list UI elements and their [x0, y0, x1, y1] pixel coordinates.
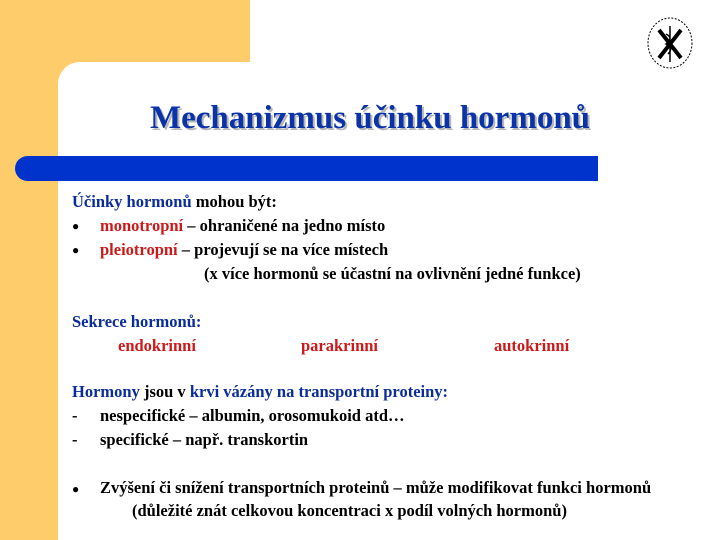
title-underline-bar	[15, 156, 598, 181]
secretion-type: endokrinní	[118, 336, 196, 355]
description: – ohraničené na jedno místo	[183, 216, 386, 235]
description: – projevují se na více místech	[177, 240, 389, 259]
transport-heading	[72, 382, 448, 402]
note: (x více hormonů se účastní na ovlivnění jedné funkce)	[204, 264, 581, 283]
dash-bullet: -	[72, 406, 78, 425]
heading-part: Hormony	[72, 382, 140, 401]
bullet-icon: ●	[72, 219, 80, 233]
note: (důležité znát celkovou koncentraci x podíl volných hormonů)	[132, 501, 567, 520]
university-logo-icon	[645, 16, 695, 70]
list-item: nespecifické – albumin, orosomukoid atd…	[100, 406, 405, 425]
heading-part: krvi vázány na transportní proteiny:	[189, 382, 449, 401]
list-item: specifické – např. transkortin	[100, 430, 309, 449]
slide-title: Mechanizmus účinku hormonů	[149, 100, 591, 136]
heading-black-part: mohou být:	[191, 192, 277, 211]
secretion-heading: Sekrece hormonů:	[72, 312, 202, 331]
secretion-type: autokrinní	[494, 336, 570, 355]
list-item: Zvýšení či snížení transportních proteinů – může modifikovat funkci hormonů	[100, 478, 652, 497]
heading-blue-part: Účinky hormonů	[72, 192, 192, 211]
secretion-type: parakrinní	[301, 336, 379, 355]
effects-heading	[72, 192, 277, 212]
term: monotropní	[100, 216, 184, 235]
list-item	[100, 240, 388, 260]
bullet-icon: ●	[72, 243, 80, 257]
dash-bullet: -	[72, 430, 78, 449]
heading-part: jsou v	[139, 382, 190, 401]
term: pleiotropní	[100, 240, 178, 259]
list-item	[100, 216, 385, 236]
bullet-icon: ●	[72, 482, 80, 496]
